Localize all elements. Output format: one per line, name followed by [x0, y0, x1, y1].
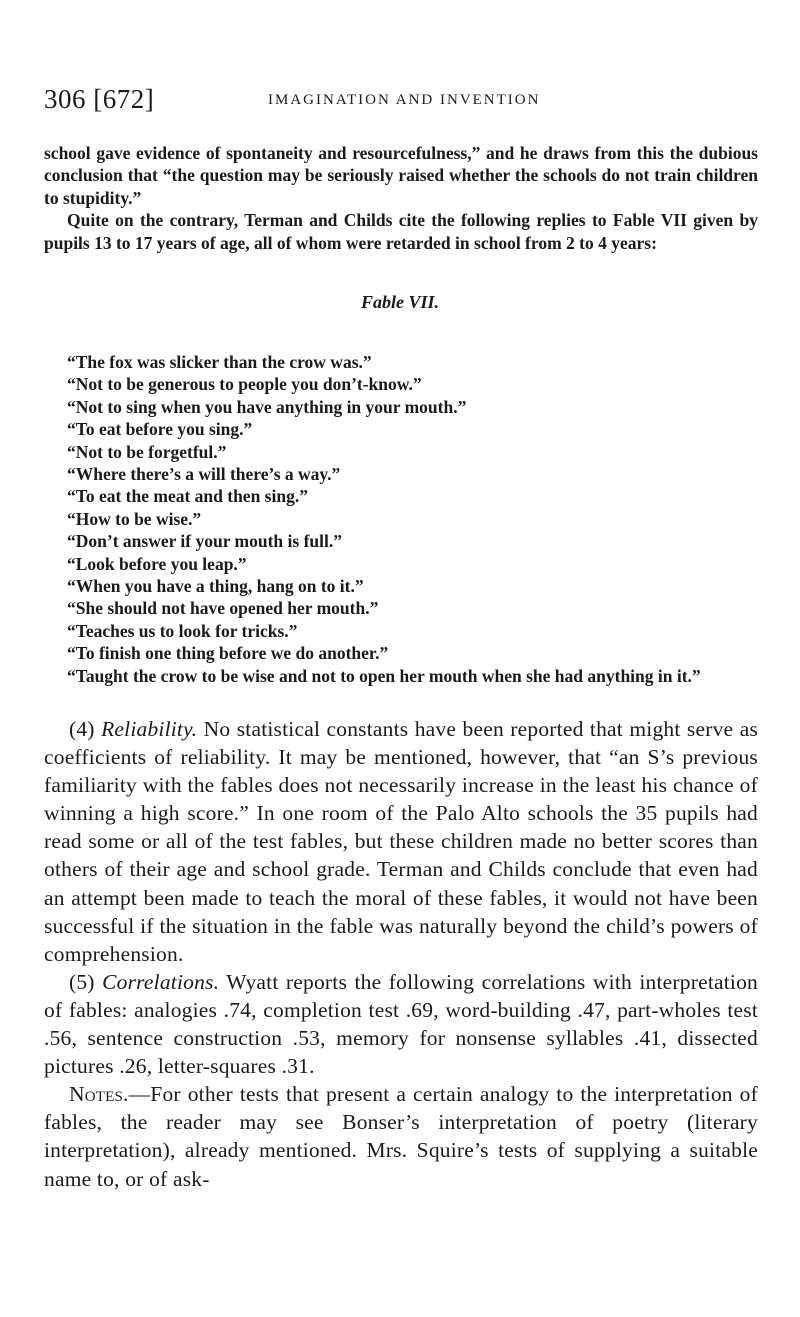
reply-item: “She should not have opened her mouth.”: [67, 598, 379, 619]
intro-text: [44, 142, 758, 254]
reply-item: “Not to be forgetful.”: [67, 441, 227, 462]
reply-item: “When you have a thing, hang on to it.”: [67, 576, 364, 597]
reply-item: “The fox was slicker than the crow was.”: [67, 352, 372, 372]
fable-replies: [44, 351, 758, 687]
running-head: IMAGINATION AND INVENTION: [268, 92, 541, 108]
reply-item: “Not to be generous to people you don’t-know.”: [67, 374, 422, 395]
correlations-title: Correlations.: [102, 969, 220, 994]
reply-item: “Look before you leap.”: [67, 553, 247, 574]
page-header: [44, 84, 744, 124]
reply-item: “To finish one thing before we do another.”: [67, 643, 389, 664]
notes-label: Notes.: [69, 1082, 129, 1107]
reliability-paragraph: [44, 715, 758, 968]
notes-paragraph: [44, 1080, 758, 1192]
fable-title: Fable VII.: [360, 292, 439, 312]
reply-item: “Don’t answer if your mouth is full.”: [67, 531, 343, 552]
page-number: 306 [672]: [44, 84, 155, 114]
reply-item: “Not to sing when you have anything in your mouth.”: [67, 396, 467, 417]
reply-item: [44, 665, 758, 687]
reply-item: “How to be wise.”: [67, 508, 202, 529]
body-text: [44, 715, 758, 1193]
reply-item: “To eat the meat and then sing.”: [67, 486, 308, 507]
reply-item: “Teaches us to look for tricks.”: [67, 620, 298, 641]
notes-text: —For other tests that present a certain analogy to the interpretation of fables, the reader may see Bonser’s interpretation of poetry (literary interpretation), already mentioned. Mrs. Squire’s tests of supplying a suitable name to, or of ask-: [44, 1082, 758, 1191]
reply-text: “Taught the crow to be wise and not to open her mouth when she had anything in it.”: [67, 665, 701, 686]
reliability-text: No statistical constants have been reported that might serve as coefficients of reliability. It may be mentioned, however, that “an S’s previous familiarity with the fables does not necessarily increase in the least his chance of winning a high score.” In one room of the Palo Alto schools the 35 pupils had read some or all of the test fables, but these children made no better scores than others of their age and school grade. Terman and Childs conclude that even had an attempt been made to teach the moral of these fables, it would not have been successful if the situation in the fable was naturally beyond the child’s powers of comprehension.: [44, 717, 759, 966]
reply-item: “To eat before you sing.”: [67, 419, 253, 440]
reliability-title: Reliability.: [101, 717, 198, 741]
intro-paragraph-2: Quite on the contrary, Terman and Childs cite the following replies to Fable VII given by pupils 13 to 17 years of age, all of whom were retarded in school from 2 to 4 years:: [44, 210, 758, 253]
correlations-paragraph: [44, 968, 758, 1080]
reply-item: “Where there’s a will there’s a way.”: [67, 464, 341, 485]
reliability-label: (4): [69, 717, 95, 741]
intro-paragraph-1: school gave evidence of spontaneity and resourcefulness,” and he draws from this the dubious conclusion that “the question may be seriously raised whether the schools do not train children to stupidity.”: [44, 143, 758, 208]
correlations-text: Wyatt reports the following correlations with interpretation of fables: analogies .74, completion test .69, word-building .47, part-wholes test .56, sentence construction .53, memory for nonsense syllables .41, dissected pictures .26, letter-squares .31.: [44, 969, 758, 1079]
correlations-label: (5): [69, 969, 95, 994]
